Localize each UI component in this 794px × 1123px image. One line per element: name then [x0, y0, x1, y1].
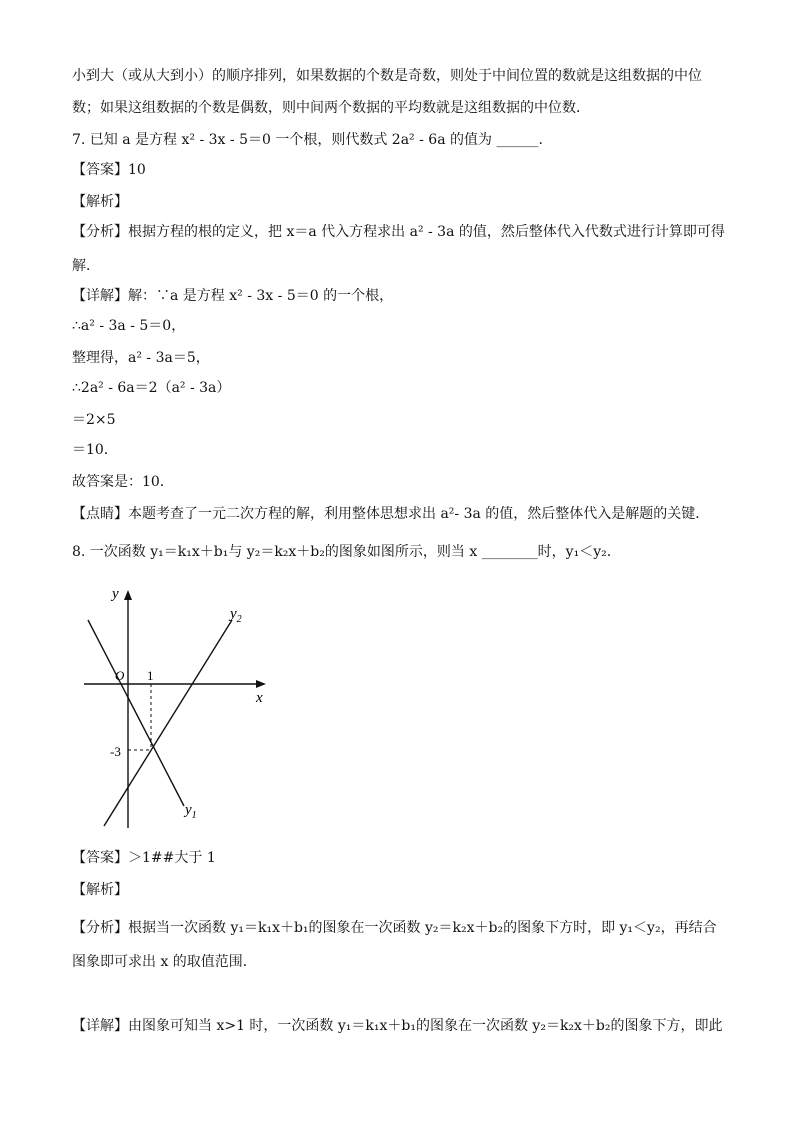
text-line: ∴a² - 3a - 5＝0，: [72, 318, 186, 334]
line-y2: [104, 620, 232, 826]
line-y1: [88, 620, 184, 806]
origin-label: O: [115, 668, 125, 683]
answer-label: 【答案】10: [72, 162, 146, 178]
text-line: 小到大（或从大到小）的顺序排列，如果数据的个数是奇数，则处于中间位置的数就是这组数据的中位: [72, 68, 702, 84]
tick-label-1: 1: [147, 668, 154, 683]
text-line: 【详解】解：∵a 是方程 x² - 3x - 5＝0 的一个根，: [72, 288, 394, 304]
text-line: 数；如果这组数据的个数是偶数，则中间两个数据的平均数就是这组数据的中位数．: [72, 100, 590, 116]
text-line: 整理得，a² - 3a＝5，: [72, 350, 210, 366]
analysis-heading: 【解析】: [72, 882, 128, 898]
text-line: 解．: [72, 258, 100, 274]
text-line: 【详解】由图象可知当 x>1 时，一次函数 y₁＝k₁x＋b₁的图象在一次函数 y₂＝k₂x＋b₂的图象下方，即此: [72, 1018, 723, 1034]
question-7: 7. 已知 a 是方程 x² - 3x - 5＝0 一个根，则代数式 2a² - 6a 的值为 ______.: [72, 132, 543, 148]
line-y2-label: $y_2$: [230, 606, 242, 625]
question-8: 8. 一次函数 y₁＝k₁x＋b₁与 y₂＝k₂x＋b₂的图象如图所示，则当 x ________时，y₁＜y₂.: [72, 544, 612, 560]
tick-label-minus3: -3: [110, 744, 121, 759]
text-line: 【分析】根据当一次函数 y₁＝k₁x＋b₁的图象在一次函数 y₂＝k₂x＋b₂的图象下方时，即 y₁＜y₂，再结合: [72, 920, 717, 936]
text-line: 【分析】根据方程的根的定义，把 x＝a 代入方程求出 a² - 3a 的值，然后整体代入代数式进行计算即可得: [72, 224, 725, 240]
y-axis-label: y: [112, 586, 119, 602]
x-axis-label: x: [256, 690, 263, 706]
text-line: ＝2×5: [72, 412, 116, 428]
line-y1-label: $y_1$: [185, 802, 197, 821]
text-line: ∴2a² - 6a＝2（a² - 3a）: [72, 380, 231, 396]
x-axis-arrow: [256, 680, 266, 688]
answer-label: 【答案】＞1##大于 1: [72, 850, 216, 866]
text-line: 故答案是：10．: [72, 474, 174, 490]
text-line: 图象即可求出 x 的取值范围．: [72, 954, 257, 970]
y-axis-arrow: [124, 590, 132, 600]
linear-functions-figure: [72, 578, 282, 838]
text-line: 【点睛】本题考查了一元二次方程的解，利用整体思想求出 a²- 3a 的值，然后整体代入是解题的关键．: [72, 506, 710, 522]
analysis-heading: 【解析】: [72, 194, 128, 210]
text-line: ＝10．: [72, 442, 118, 458]
